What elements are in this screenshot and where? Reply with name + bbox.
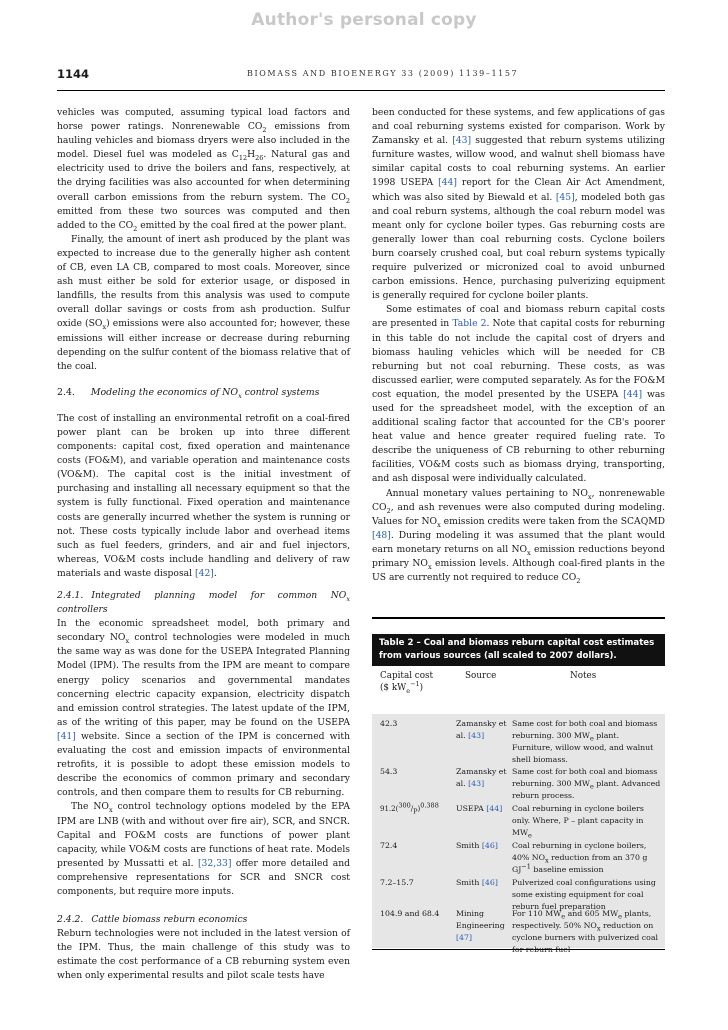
citation-link[interactable]: [44]: [486, 804, 503, 813]
table-cell-cost: $91.2(^{300}/_P)^{0.388}$: [380, 801, 439, 816]
citation-link[interactable]: [47]: [456, 933, 473, 943]
citation-link[interactable]: [42]: [195, 567, 214, 579]
paragraph: Some estimates of coal and biomass reburn capital costs are presented in Table 2. Note that capital costs for reburning in this table do not include the capital cost of dryers and biomass hauling vehicles which will be needed for CB reburning but not coal reburning. These costs, as was discussed earlier, were computed separately. As for the FO&M cost equation, the model presented by the USEPA [44] was used for the spreadsheet model, with the exception of an additional scaling factor that accounted for the CB's poorer heat value and hence greater required fueling rate. To describe the uniqueness of CB reburning to other reburning facilities, VO&M costs such as biomass drying, transporting, and ash disposal were individually calculated.: [372, 304, 666, 485]
paragraph: vehicles was computed, assuming typical load factors and horse power ratings. Nonrenewable $CO_2$ emissions from hauling vehicles and biomass dryers were also included in the model. Diesel fuel was modeled as $C_{12}H_{26}$. Natural gas and electricity used to drive the boilers and fans, respectively, at the drying facilities was also accounted for when determining overall carbon emissions from the reburn system. The $CO_2$ emitted from these two sources was computed and then added to the $CO_2$ emitted by the coal fired at the power plant.: [57, 107, 350, 233]
watermark: Author's personal copy: [251, 10, 477, 30]
right-column: [372, 106, 665, 585]
paragraph: Finally, the amount of inert ash produced by the plant was expected to increase due to the generally higher ash content of CB, even LA CB, compared to most coals. Moreover, since ash must either be sold for exterior usage, or disposed in landfills, the results from this analysis was used to compute overall dollar savings or costs from ash production. Sulfur oxide $(SO_x)$ emissions were also accounted for; however, these emissions will either increase or decrease during reburning depending on the sulfur content of the biomass relative that of the coal.: [57, 233, 350, 372]
table-cell-cost: 72.4: [380, 841, 398, 850]
paragraph: In the economic spreadsheet model, both primary and secondary $NO_x$ control technologies were modeled in much the same way as was done for the USEPA Integrated Planning Model (IPM). The results from the IPM are meant to compare energy policy scenarios and governmental mandates concerning electric capacity expansion, electricity dispatch and emission control strategies. The latest update of the IPM, as of the writing of this paper, may be found on the USEPA [41] website. Since a section of the IPM is concerned with evaluating the cost and emission impacts of environmental retrofits, it is possible to adopt these emission models to describe the economics of common primary and secondary controls, and then compare them to results for CB reburning.: [57, 618, 350, 799]
left-column: [57, 106, 350, 984]
citation-link[interactable]: [44]: [438, 177, 457, 189]
table-caption: Table 2 – Coal and biomass reburn capital cost estimates from various sources (all scaled to 2007 dollars).: [372, 634, 665, 666]
citation-link[interactable]: [46]: [481, 841, 498, 850]
page-number: 1144: [57, 67, 90, 81]
citation-link[interactable]: [48]: [372, 529, 391, 541]
page-header: [57, 67, 665, 81]
table-cell-notes: Coal reburning in cyclone boilers only. Where, P – plant capacity in $MW_e$: [512, 804, 644, 840]
citation-link[interactable]: [43]: [468, 779, 485, 789]
table-cell-cost: 7.2–15.7: [380, 878, 414, 887]
table-cell-notes: Pulverized coal configurations using some existing equipment for coal reburn fuel preparation: [512, 878, 656, 912]
table-link[interactable]: Table 2: [452, 318, 487, 330]
table-cell-source: Smith [46]: [456, 841, 498, 850]
journal-running-head: BIOMASS AND BIOENERGY 33 (2009) 1139–1157: [247, 69, 519, 78]
paragraph: Reburn technologies were not included in the latest version of the IPM. Thus, the main challenge of this study was to estimate the cost performance of a CB reburning system even when only experimental results and pilot scale tests have: [57, 928, 350, 982]
column-header-capital-cost: Capital cost ($ $kW_e^{-1}$): [380, 671, 434, 695]
paragraph: The cost of installing an environmental retrofit on a coal-fired power plant can be broken up into three different components: capital cost, fixed operation and maintenance costs (FO&M), and variable operation and maintenance costs (VO&M). The capital cost is the initial investment of purchasing and installing all necessary equipment so that the system is fully functional. Fixed operation and maintenance costs are generally incurred whether the system is running or not. These costs typically include labor and overhead items such as fuel feeders, grinders, and air and fuel injectors, whereas, VO&M costs include handling and delivery of raw materials and waste disposal [42].: [57, 412, 350, 579]
table-cell-source: Zamansky et al. [43]: [456, 719, 507, 741]
citation-link[interactable]: [41]: [57, 730, 76, 742]
table-cell-source: USEPA [44]: [456, 804, 503, 813]
citation-link[interactable]: [45]: [555, 191, 575, 203]
table-cell-notes: For 110 $MW_e$ and 605 $MW_e$ plants, respectively. 50% $NO_x$ reduction on cyclone burners with pulverized coal for reburn fuel: [512, 909, 658, 955]
citation-link[interactable]: [32,33]: [197, 857, 232, 869]
paragraph: Annual monetary values pertaining to $NO_x$, nonrenewable $CO_2$, and ash revenues were also computed during modeling. Values for $NO_x$ emission credits were taken from the SCAQMD [48]. During modeling it was assumed that the plant would earn monetary returns on all $NO_x$ emission reductions beyond primary $NO_x$ emission levels. Although coal-fired plants in the US are currently not required to reduce $CO_2$: [372, 487, 666, 585]
table-cell-source: Zamansky et al. [43]: [456, 767, 507, 789]
citation-link[interactable]: [44]: [623, 388, 643, 400]
header-rule: [57, 90, 665, 91]
table-cell-cost: 42.3: [380, 719, 398, 728]
paragraph: been conducted for these systems, and few applications of gas and coal reburning systems existed for comparison. Work by Zamansky et al. [43] suggested that reburn systems utilizing furniture wastes, willow wood, and walnut shell biomass have similar capital costs to coal reburning systems. An earlier 1998 USEPA [44] report for the Clean Air Act Amendment, which was also sited by Biewald et al. [45], modeled both gas and coal reburn systems, although the coal reburn model was meant only for cyclone boiler types. Gas reburning costs are generally lower than coal reburning costs. Cyclone boilers burn coarsely crushed coal, but coal reburn systems typically require pulverized or micronized coal to avoid unburned carbon emissions. Hence, purchasing pulverizing equipment is generally required for cyclone boiler plants.: [372, 107, 666, 302]
table-cell-cost: 54.3: [380, 767, 398, 776]
table-cell-notes: Coal reburning in cyclone boilers, 40% $NO_x$ reduction from an 370 g $GJ^{-1}$ baseline emission: [512, 841, 648, 875]
citation-link[interactable]: [43]: [468, 731, 485, 741]
citation-link[interactable]: [43]: [452, 135, 472, 147]
table-cell-cost: 104.9 and 68.4: [380, 909, 440, 918]
column-header-notes: Notes: [570, 671, 597, 681]
paragraph: The $NO_x$ control technology options modeled by the EPA IPM are LNB (with and without over fire air), SCR, and SNCR. Capital and FO&M costs are functions of power plant capacity, while VO&M costs are functions of heat rate. Models presented by Mussatti et al. [32,33] offer more detailed and comprehensive representations for SCR and SNCR cost components, but require more inputs.: [57, 801, 351, 897]
section-heading-2-4: 2.4. Modeling the economics of $NO_x$ control systems: [57, 386, 320, 400]
table-cell-notes: Same cost for both coal and biomass reburning. 300 $MW_e$ plant. Advanced reburn process.: [512, 767, 661, 801]
table-header: [372, 666, 665, 714]
table-cell-source: Smith [46]: [456, 878, 498, 887]
section-heading-2-4-1: 2.4.1. Integrated planning model for common $NO_x$ controllers: [57, 590, 350, 616]
table-2: [372, 617, 665, 955]
table-body: [372, 714, 665, 955]
table-cell-source: Mining Engineering [47]: [456, 909, 505, 943]
section-heading-2-4-2: 2.4.2. Cattle biomass reburn economics: [57, 914, 248, 926]
citation-link[interactable]: [46]: [481, 878, 498, 887]
column-header-source: Source: [465, 671, 497, 681]
table-cell-notes: Same cost for both coal and biomass reburning. 300 $MW_e$ plant. Furniture, willow wood, and walnut shell biomass.: [512, 719, 658, 765]
